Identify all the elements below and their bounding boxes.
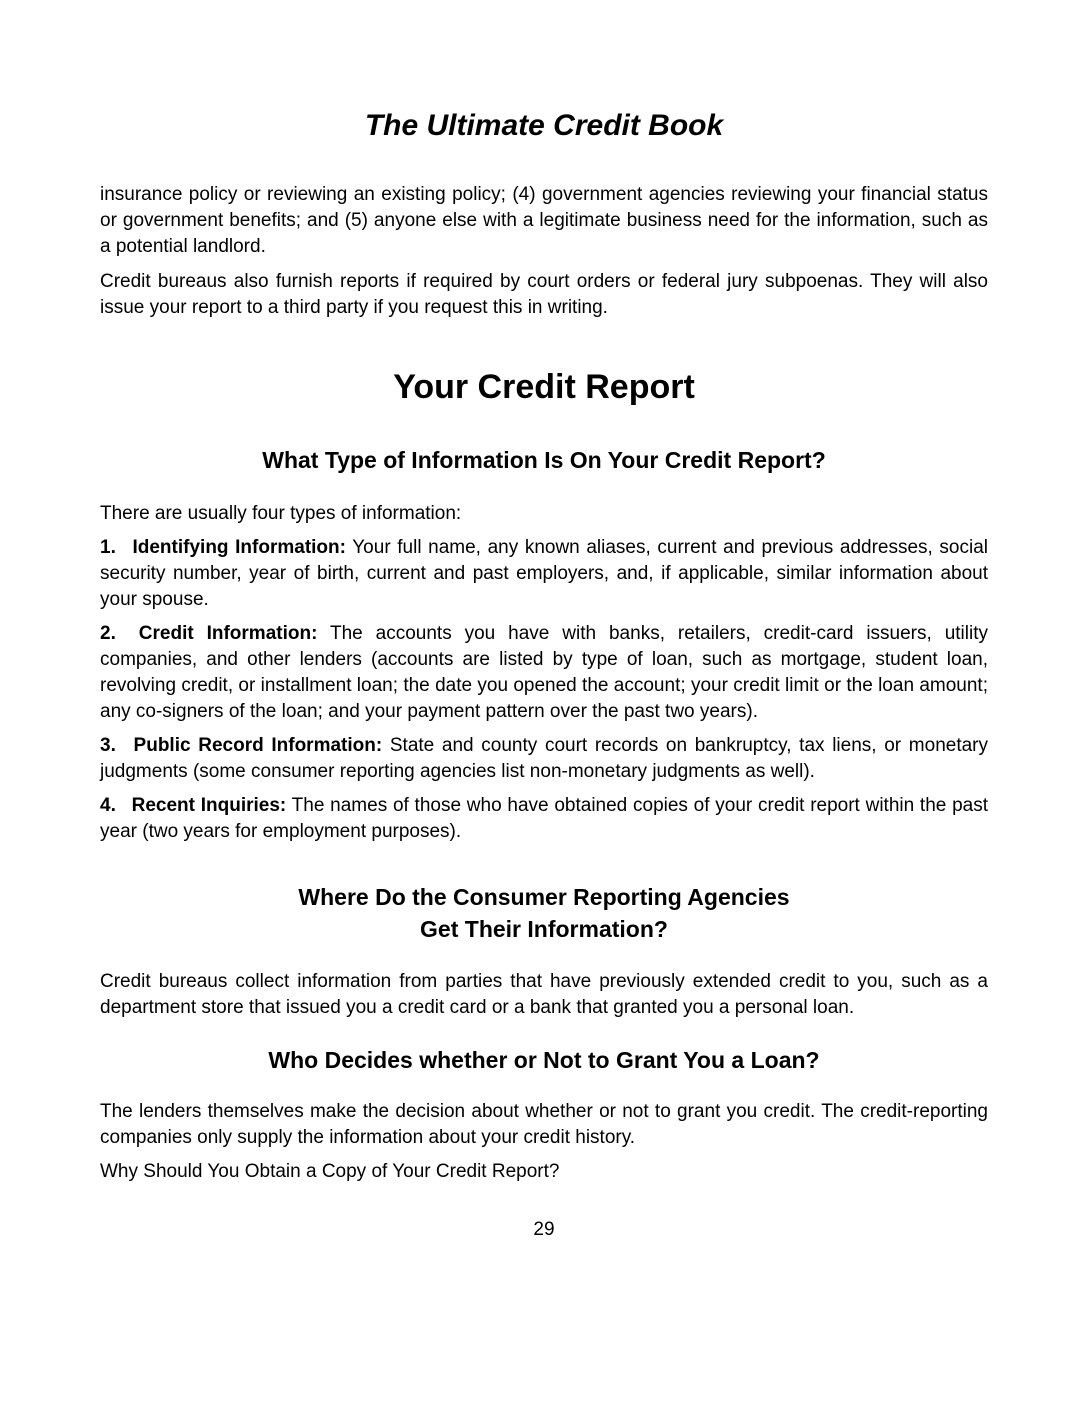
- list-item-recent-inquiries: [100, 793, 988, 845]
- running-title: The Ultimate Credit Book: [364, 109, 724, 142]
- item-label: Public Record Information:: [133, 735, 383, 756]
- item-text: Your full name, any known aliases, current and previous addresses, social security number, year of birth, current and past employers, and, if applicable, similar information about your spouse.: [100, 537, 989, 610]
- item-number: 3.: [100, 735, 116, 756]
- item-label: Credit Information:: [138, 623, 318, 644]
- subheading-line-2: Get Their Information?: [420, 916, 668, 942]
- list-item-identifying: [100, 535, 988, 613]
- section-title: Your Credit Report: [393, 368, 695, 406]
- item-number: 2.: [100, 623, 116, 644]
- question-line: Why Should You Obtain a Copy of Your Credit Report?: [100, 1161, 560, 1182]
- item-number: 4.: [100, 795, 116, 816]
- item-text: State and county court records on bankruptcy, tax liens, or monetary judgments (some consumer reporting agencies list non-monetary judgments as well).: [100, 735, 989, 782]
- item-label: Identifying Information:: [132, 537, 346, 558]
- paragraph-where-from: Credit bureaus collect information from parties that have previously extended credit to you, such as a department store that issued you a credit card or a bank that granted you a personal loan.: [100, 971, 988, 1018]
- subheading-who-decides: Who Decides whether or Not to Grant You a Loan?: [268, 1047, 820, 1073]
- lead-sentence: There are usually four types of information:: [100, 503, 462, 524]
- intro-paragraph-1: insurance policy or reviewing an existing policy; (4) government agencies reviewing your financial status or government benefits; and (5) anyone else with a legitimate business need for the information, such as a potential landlord.: [100, 184, 988, 257]
- item-label: Recent Inquiries:: [131, 795, 287, 816]
- page-number: 29: [533, 1219, 555, 1240]
- intro-paragraph-2: Credit bureaus also furnish reports if required by court orders or federal jury subpoenas. They will also issue your report to a third party if you request this in writing.: [100, 271, 988, 318]
- list-item-public-record: [100, 733, 988, 785]
- subheading-line-1: Where Do the Consumer Reporting Agencies: [298, 884, 790, 910]
- item-text: The names of those who have obtained copies of your credit report within the past year (two years for employment purposes).: [100, 795, 989, 842]
- paragraph-who-decides: The lenders themselves make the decision about whether or not to grant you credit. The credit-reporting companies only supply the information about your credit history.: [100, 1101, 988, 1148]
- subheading-what-type: What Type of Information Is On Your Credit Report?: [262, 447, 826, 473]
- list-item-credit-info: [100, 621, 988, 725]
- item-number: 1.: [100, 537, 116, 558]
- subheading-where-from: [100, 881, 988, 945]
- item-text: The accounts you have with banks, retailers, credit-card issuers, utility companies, and other lenders (accounts are listed by type of loan, such as mortgage, student loan, revolving credit, or installment loan; the date you opened the account; your credit limit or the loan amount; any co-signers of the loan; and your payment pattern over the past two years).: [100, 623, 988, 722]
